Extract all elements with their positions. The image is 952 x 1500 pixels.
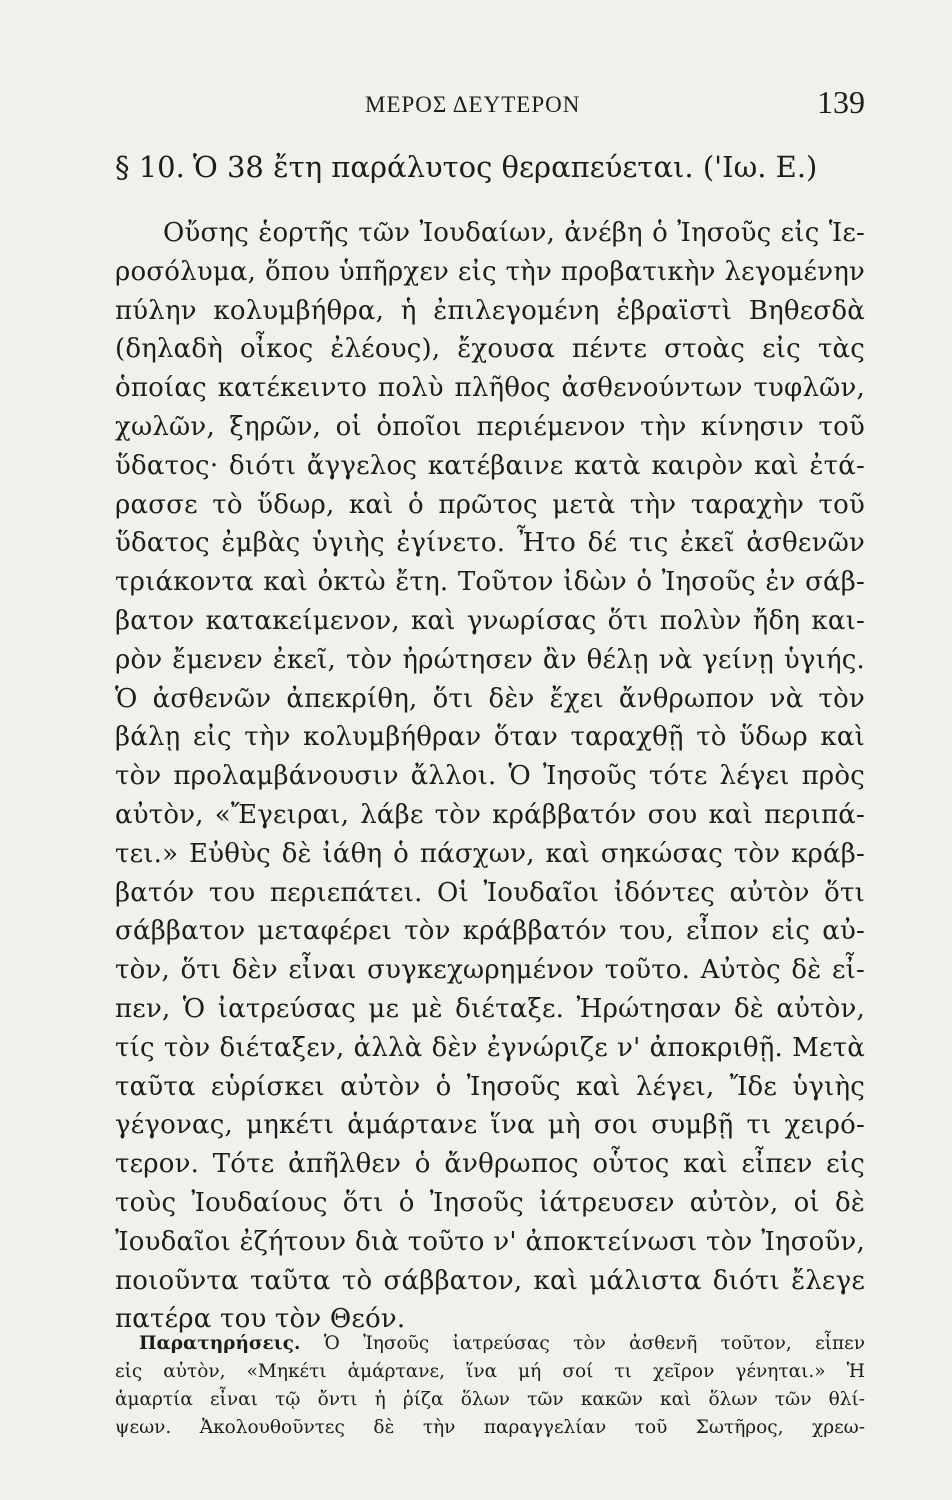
body-line: ὕδατος· διότι ἄγγελος κατέβαινε κατὰ καιρὸν καὶ ἐτά- xyxy=(115,450,865,481)
body-line: βάλῃ εἰς τὴν κολυμβήθραν ὅταν ταραχθῇ τὸ ὕδωρ καὶ xyxy=(115,722,865,753)
body-line: βατον κατακείμενον, καὶ γνωρίσας ὅτι πολὺν ἤδη και- xyxy=(115,605,865,636)
body-line: ποιοῦντα ταῦτα τὸ σάββατον, καὶ μάλιστα διότι ἔλεγε xyxy=(115,1265,865,1296)
body-line: σάββατον μεταφέρει τὸν κράββατόν του, εἶπον εἰς αὐ- xyxy=(115,916,865,947)
body-line: βατόν του περιεπάτει. Οἱ Ἰουδαῖοι ἰδόντες αὐτὸν ὅτι xyxy=(115,877,865,908)
body-line: πύλην κολυμβήθρα, ἡ ἐπιλεγομένη ἑβραϊστὶ Βηθεσδὰ xyxy=(115,295,865,326)
body-line: τοὺς Ἰουδαίους ὅτι ὁ Ἰησοῦς ἰάτρευσεν αὐτὸν, οἱ δὲ xyxy=(115,1187,865,1218)
body-line: ταῦτα εὑρίσκει αὐτὸν ὁ Ἰησοῦς καὶ λέγει, Ἴδε ὑγιὴς xyxy=(115,1071,865,1102)
notes-block xyxy=(115,1330,865,1442)
running-head xyxy=(115,84,865,124)
body-line: πατέρα του τὸν Θεόν. xyxy=(115,1304,406,1335)
body-line: αὐτὸν, «Ἔγειραι, λάβε τὸν κράββατόν σου καὶ περιπά- xyxy=(115,799,865,830)
body-line: γέγονας, μηκέτι ἁμάρτανε ἵνα μὴ σοι συμβῇ τι χειρό- xyxy=(115,1110,865,1141)
note-text: Ὁ Ἰησοῦς ἰατρεύσας τὸν ἀσθενῆ τοῦτον, εἶπεν xyxy=(323,1333,866,1354)
page-number: 139 xyxy=(817,84,865,120)
body-line: πεν, Ὁ ἰατρεύσας με μὲ διέταξε. Ἠρώτησαν δὲ αὐτὸν, xyxy=(115,993,865,1024)
notes-label: Παρατηρήσεις. xyxy=(139,1333,301,1354)
body-text xyxy=(115,214,865,1339)
body-line: τὸν, ὅτι δὲν εἶναι συγκεχωρημένον τοῦτο. Αὐτὸς δὲ εἶ- xyxy=(115,955,865,986)
body-line: Οὔσης ἑορτῆς τῶν Ἰουδαίων, ἀνέβη ὁ Ἰησοῦς εἰς Ἱε- xyxy=(163,218,865,248)
body-line: τὸν προλαμβάνουσιν ἄλλοι. Ὁ Ἰησοῦς τότε λέγει πρὸς xyxy=(115,761,865,792)
section-heading xyxy=(115,150,875,184)
section-title: Ὁ 38 ἔτη παράλυτος θεραπεύεται. ('Ιω. Ε.) xyxy=(192,150,818,184)
body-line: Ἰουδαῖοι ἐζήτουν διὰ τοῦτο ν' ἀποκτείνωσι τὸν Ἰησοῦν, xyxy=(115,1226,865,1257)
body-line: τερον. Τότε ἀπῆλθεν ὁ ἄνθρωπος οὗτος καὶ εἶπεν εἰς xyxy=(115,1149,865,1180)
body-line: ὕδατος ἐμβὰς ὑγιὴς ἐγίνετο. Ἦτο δέ τις ἐκεῖ ἀσθενῶν xyxy=(115,528,865,559)
body-line: ρὸν ἔμενεν ἐκεῖ, τὸν ἠρώτησεν ἂν θέλῃ νὰ γείνῃ ὑγιής. xyxy=(115,644,865,675)
running-title: ΜΕΡΟΣ ΔΕΥΤΕΡΟΝ xyxy=(365,92,581,117)
section-mark: § 10. xyxy=(115,150,185,184)
note-line: ἁμαρτία εἶναι τῷ ὄντι ἡ ῥίζα ὅλων τῶν κακῶν καὶ ὅλων τῶν θλί- xyxy=(115,1389,865,1410)
note-line: ψεων. Ἀκολουθοῦντες δὲ τὴν παραγγελίαν τοῦ Σωτῆρος, χρεω- xyxy=(115,1417,865,1438)
note-line: εἰς αὐτὸν, «Μηκέτι ἁμάρτανε, ἵνα μή σοί τι χεῖρον γένηται.» Ἡ xyxy=(115,1361,865,1382)
body-line: Ὁ ἀσθενῶν ἀπεκρίθη, ὅτι δὲν ἔχει ἄνθρωπον νὰ τὸν xyxy=(115,683,865,714)
body-line: ροσόλυμα, ὅπου ὑπῆρχεν εἰς τὴν προβατικὴν λεγομένην xyxy=(115,256,865,287)
body-line: τει.» Εὐθὺς δὲ ἰάθη ὁ πάσχων, καὶ σηκώσας τὸν κράβ- xyxy=(115,838,865,869)
body-line: τίς τὸν διέταξεν, ἀλλὰ δὲν ἐγνώριζε ν' ἀποκριθῇ. Μετὰ xyxy=(115,1032,865,1063)
body-line: τριάκοντα καὶ ὀκτὼ ἔτη. Τοῦτον ἰδὼν ὁ Ἰησοῦς ἐν σάβ- xyxy=(115,567,865,598)
body-line: (δηλαδὴ οἶκος ἐλέους), ἔχουσα πέντε στοὰς εἰς τὰς xyxy=(115,334,865,365)
body-line: ὁποίας κατέκειντο πολὺ πλῆθος ἀσθενούντων τυφλῶν, xyxy=(115,373,865,404)
body-line: ρασσε τὸ ὕδωρ, καὶ ὁ πρῶτος μετὰ τὴν ταραχὴν τοῦ xyxy=(115,489,865,520)
note-line xyxy=(115,1330,865,1358)
body-line: χωλῶν, ξηρῶν, οἱ ὁποῖοι περιέμενον τὴν κίνησιν τοῦ xyxy=(115,411,865,442)
